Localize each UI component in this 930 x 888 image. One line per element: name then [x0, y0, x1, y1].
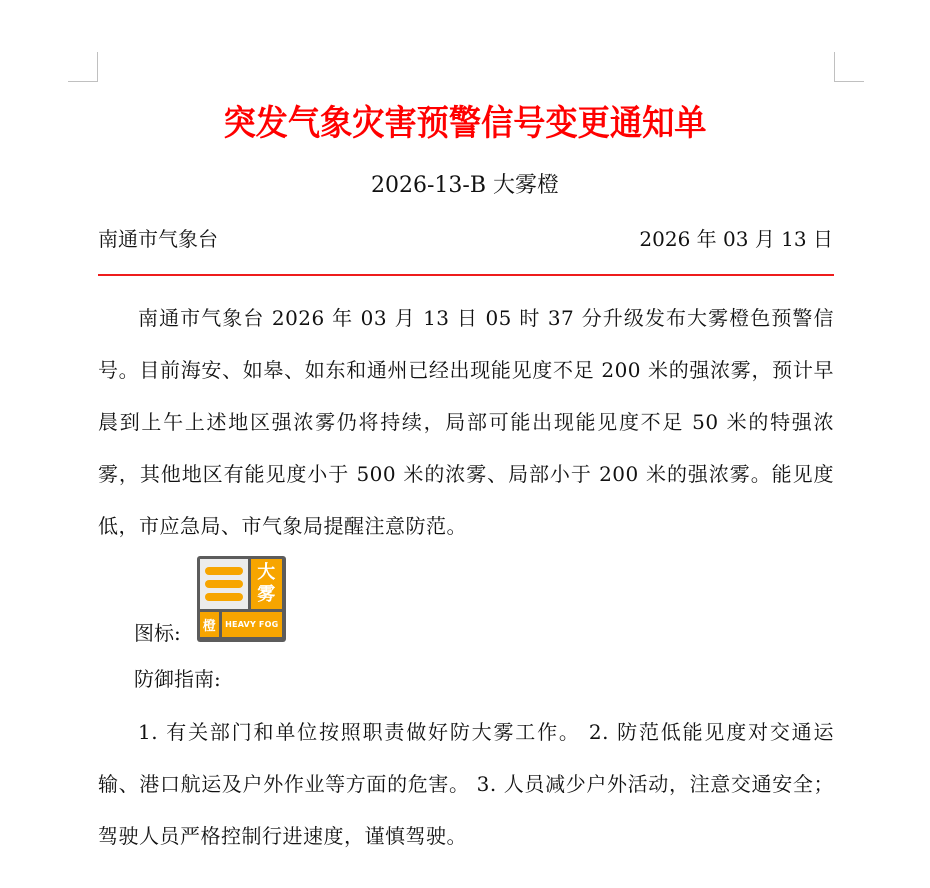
red-divider — [98, 274, 834, 276]
fog-char-1: 大 — [257, 562, 276, 583]
warning-body-paragraph: 南通市气象台 2026 年 03 月 13 日 05 时 37 分升级发布大雾橙色预警信号。目前海安、如皋、如东和通州已经出现能见度不足 200 米的强浓雾，预计早晨到上午上述地区强浓雾仍将持续，局部可能出现能见度不足 50 米的特强浓雾，其他地区有能见度小于 500 米的浓雾、局部小于 200 米的强浓雾。能见度低，市应急局、市气象局提醒注意防范。 — [98, 306, 834, 538]
issuer-date-row — [98, 224, 833, 254]
icon-label: 图标: — [134, 621, 181, 645]
page-corner-mark-right — [834, 52, 864, 82]
fog-bar — [205, 567, 243, 575]
fog-name-panel — [251, 559, 282, 609]
fog-english-label: HEAVY FOG — [222, 612, 282, 637]
page-corner-mark-left — [68, 52, 98, 82]
fog-char-2: 雾 — [257, 584, 276, 605]
defense-guide-heading: 防御指南: — [134, 667, 221, 691]
fog-bar — [205, 580, 243, 588]
warning-code: 2026-13-B 大雾橙 — [370, 173, 559, 198]
issuer: 南通市气象台 — [98, 227, 218, 251]
document-title: 突发气象灾害预警信号变更通知单 — [223, 103, 707, 144]
heavy-fog-orange-warning-icon — [197, 556, 286, 642]
fog-icon-bottom-row — [200, 612, 282, 637]
icon-row — [134, 556, 286, 645]
defense-guide-paragraph: 1. 有关部门和单位按照职责做好防大雾工作。 2. 防范低能见度对交通运输、港口航运及户外作业等方面的危害。 3. 人员减少户外活动，注意交通安全；驾驶人员严格控制行进速度，谨慎驾驶。 — [98, 720, 834, 848]
fog-bars-icon — [200, 559, 248, 609]
issue-date: 2026 年 03 月 13 日 — [639, 227, 833, 251]
fog-level-char: 橙 — [200, 612, 219, 637]
fog-bar — [205, 593, 243, 601]
